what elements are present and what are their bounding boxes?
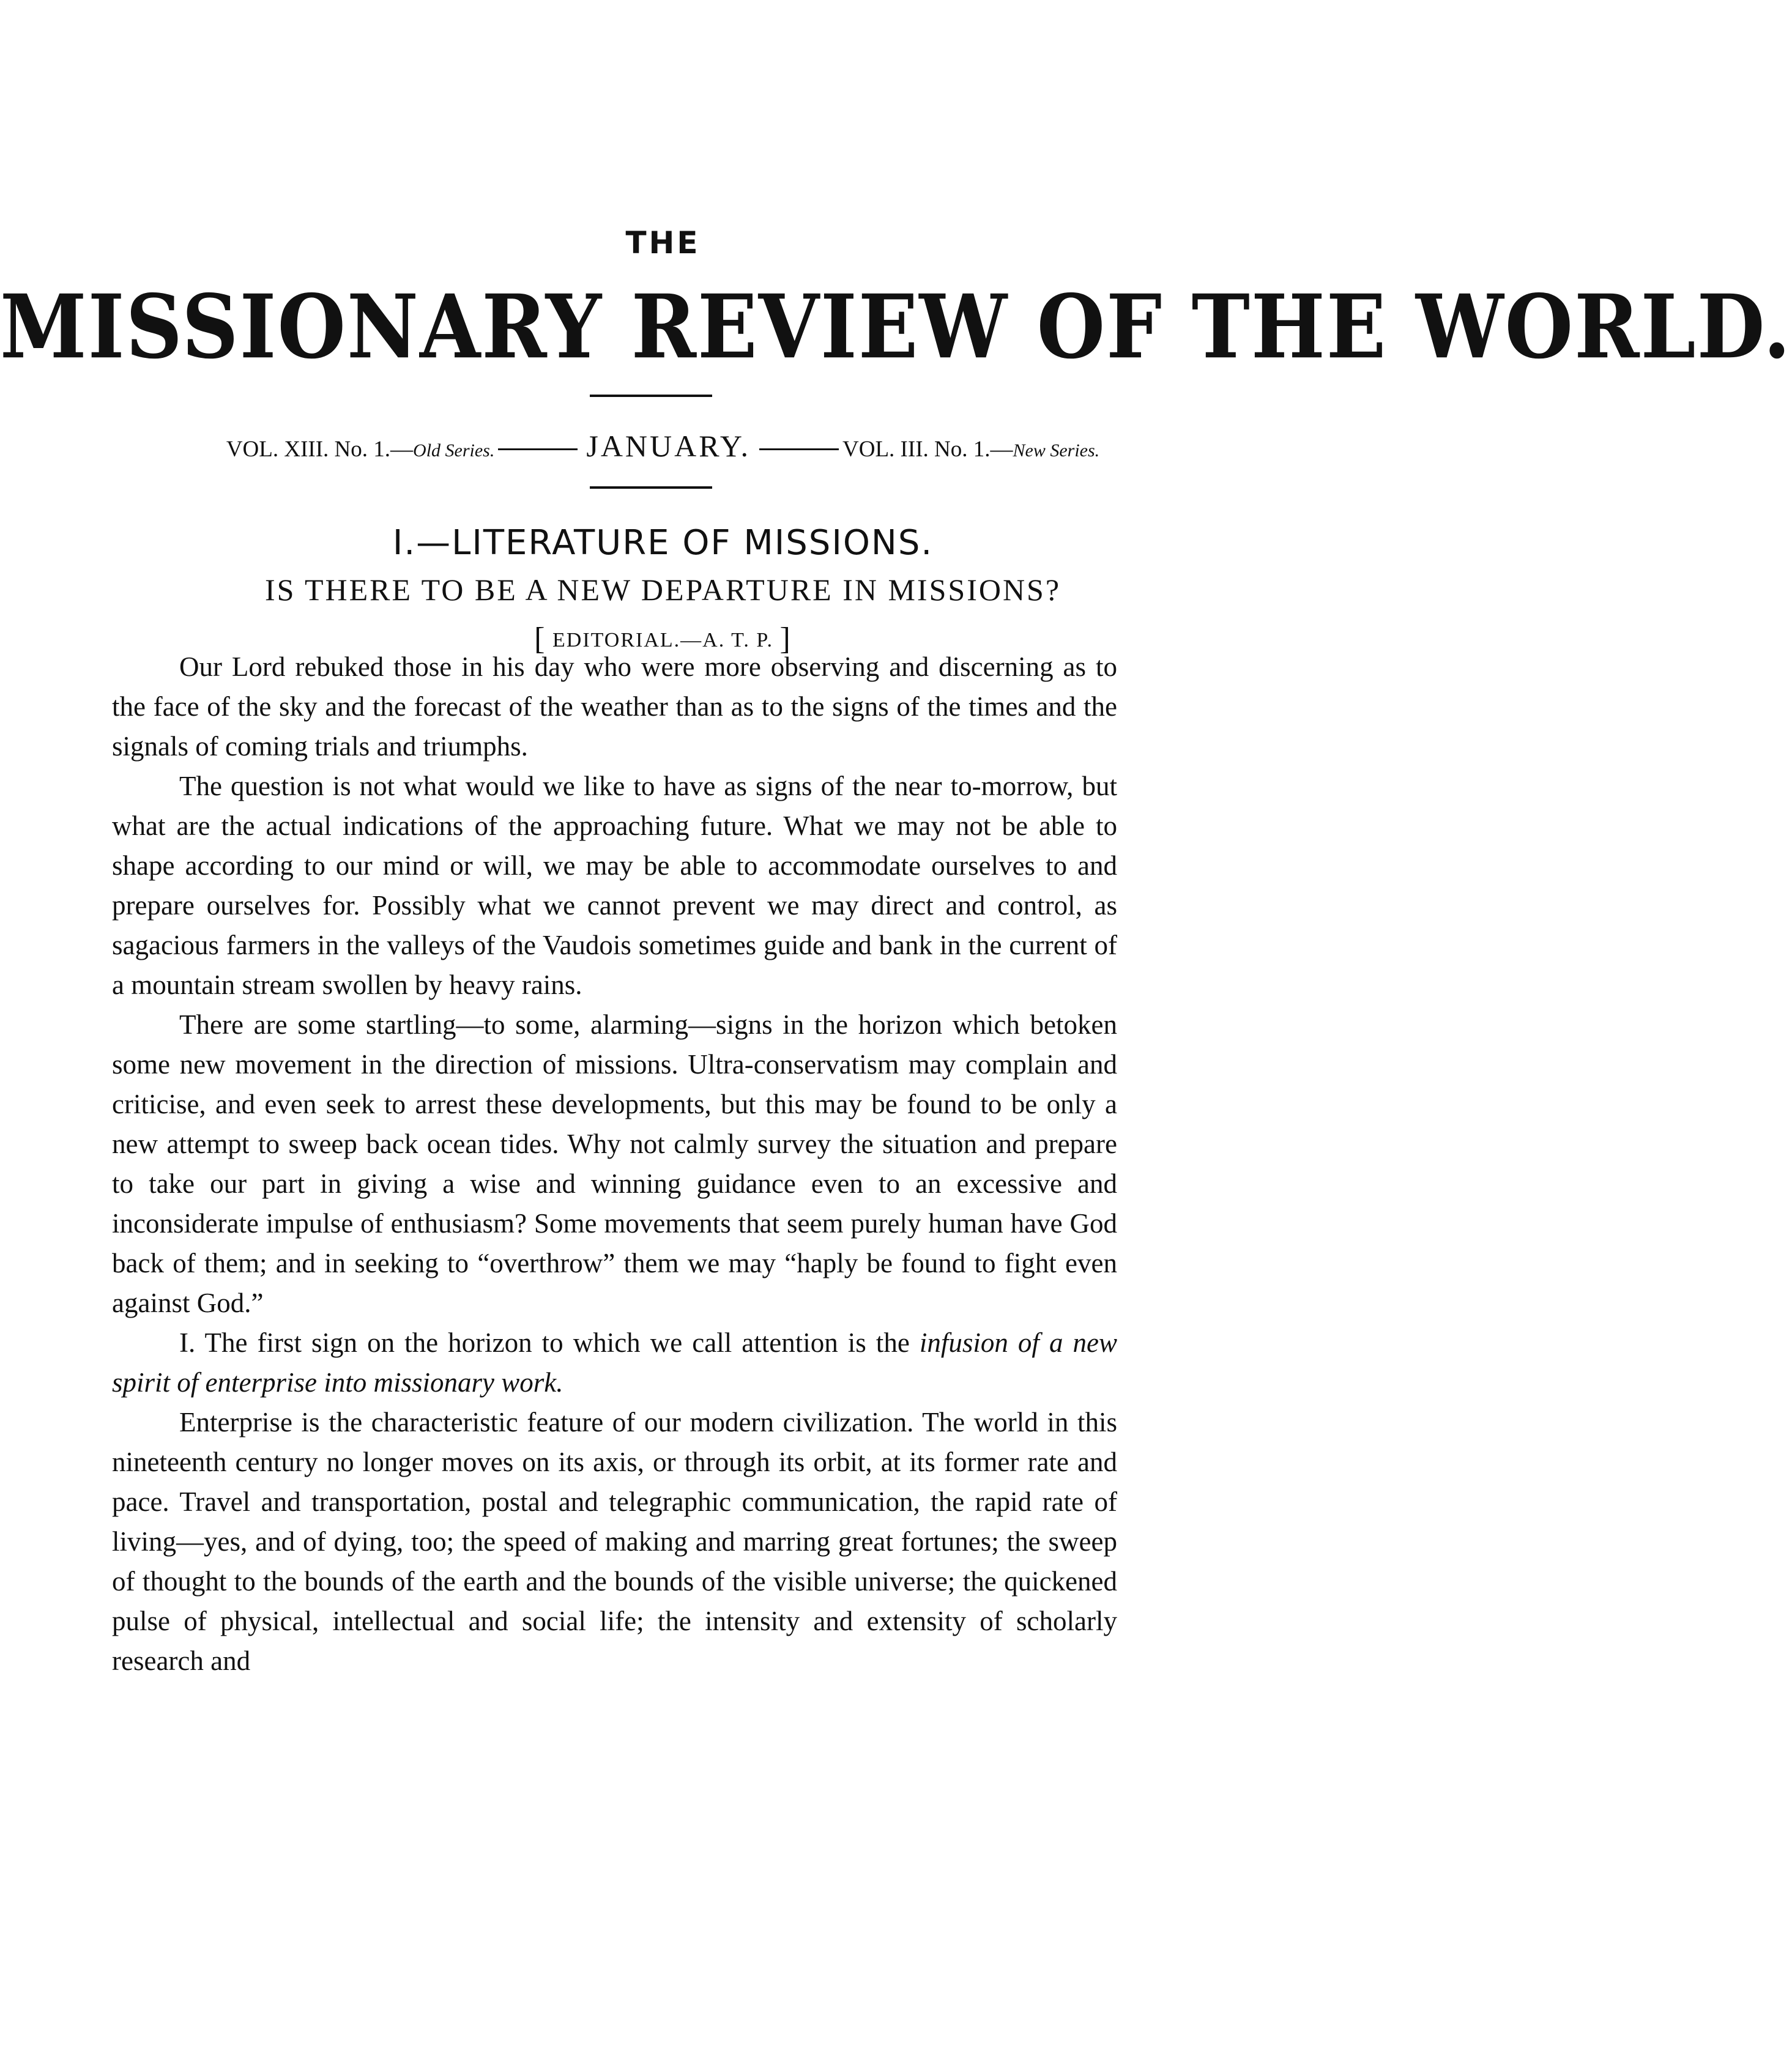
volume-old: VOL. XIII. No. 1.—	[226, 437, 414, 462]
masthead-the: THE	[625, 225, 701, 261]
byline-open-bracket: [	[534, 621, 546, 656]
old-series-label: Old Series.	[413, 440, 495, 461]
paragraph-2: The question is not what would we like to have as signs of the near to-morrow, but what are the actual indications of the approaching future. What we may not be able to shape according to our mind or will, we may be able to accommodate ourselves to and prepare ourselves for. Possibly what we cannot prevent we may direct and control, as sagacious farmers in the valleys of the Vaudois sometimes guide and bank in the current of a mountain stream swollen by heavy rains.	[112, 771, 1117, 1000]
dash-left	[498, 448, 578, 450]
article-title: IS THERE TO BE A NEW DEPARTURE IN MISSIONS?	[264, 573, 1061, 607]
paragraph-4-lead: I. The first sign on the horizon to which we call attention is the	[179, 1327, 920, 1358]
section-heading: I.—LITERATURE OF MISSIONS.	[392, 523, 934, 563]
paragraph-4-italic: infusion of a new spirit of enterprise into missionary work.	[112, 1327, 1117, 1398]
new-series-label: New Series.	[1013, 440, 1100, 461]
issue-month: JANUARY.	[586, 429, 751, 463]
paragraph-4	[112, 1323, 1117, 1403]
volume-new: VOL. III. No. 1.—	[842, 437, 1013, 462]
byline-close-bracket: ]	[779, 621, 792, 656]
journal-title: MISSIONARY REVIEW OF THE WORLD.	[0, 276, 1792, 379]
bottom-rule	[590, 486, 712, 489]
volume-line	[0, 428, 1326, 464]
paragraph-1: Our Lord rebuked those in his day who were more observing and discerning as to the face of the sky and the forecast of the weather than as to the signs of the times and the signals of coming trials and triumphs.	[112, 651, 1117, 762]
article-body	[112, 647, 1117, 1681]
paragraph-5: Enterprise is the characteristic feature of our modern civilization. The world in this nineteenth century no longer moves on its axis, or through its orbit, at its former rate and pace. Travel and transportation, postal and telegraphic communication, the rapid rate of living—yes, and of dying, too; the speed of making and marring great fortunes; the sweep of thought to the bounds of the earth and the bounds of the visible universe; the quickened pulse of physical, intellectual and social life; the intensity and extensity of scholarly research and	[112, 1407, 1117, 1676]
byline-text: EDITORIAL.—A. T. P.	[552, 629, 773, 651]
top-rule	[590, 395, 712, 397]
paragraph-3: There are some startling—to some, alarming—signs in the horizon which betoken some new movement in the direction of missions. Ultra-conservatism may complain and criticise, and even seek to arrest these developments, but this may be found to be only a new attempt to sweep back ocean tides. Why not calmly survey the situation and prepare to take our part in giving a wise and winning guidance even to an excessive and inconsiderate impulse of enthusiasm? Some movements that seem purely human have God back of them; and in seeking to “overthrow” them we may “haply be found to fight even against God.”	[112, 1009, 1117, 1318]
dash-right	[759, 448, 839, 450]
